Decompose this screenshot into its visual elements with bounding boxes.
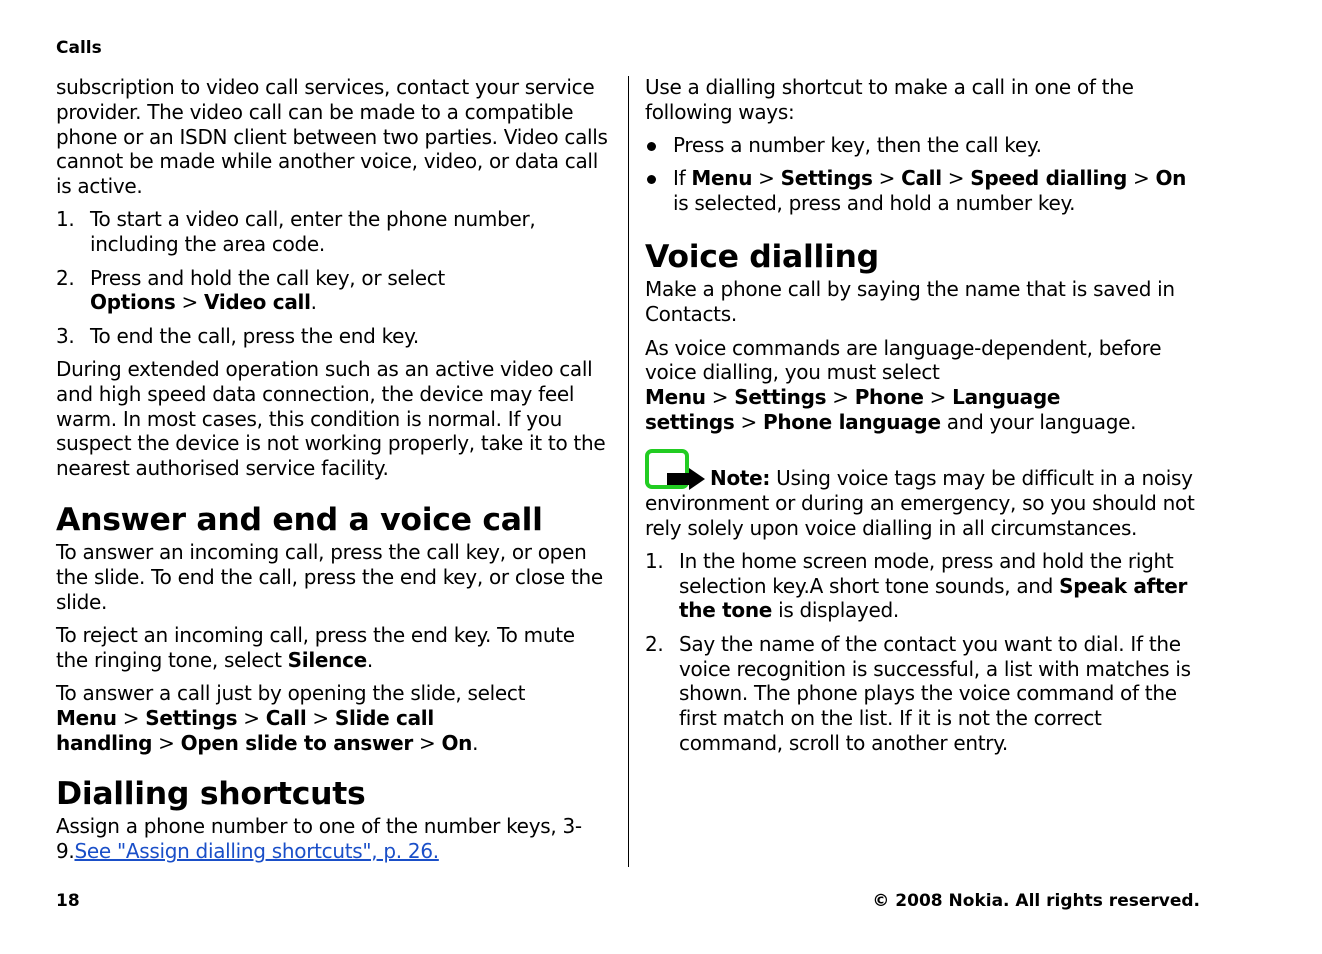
text: and your language. xyxy=(940,409,1137,434)
text: As voice commands are language-dependent, before voice dialling, you must select xyxy=(645,335,1162,385)
menu-path xyxy=(56,706,472,755)
path-separator: > xyxy=(181,290,198,315)
menu-path xyxy=(691,166,1186,190)
menu-term: Call xyxy=(901,166,942,191)
list-item xyxy=(645,549,1205,623)
path-separator: > xyxy=(122,705,140,730)
warm-paragraph: During extended operation such as an active video call and high speed data connection, the device may feel warm. In most cases, this condition is normal. If you suspect the device is not working properly, take it to the nearest authorised service facility. xyxy=(56,356,606,481)
step-number: 2. xyxy=(645,631,664,656)
list-item xyxy=(56,207,612,257)
menu-term: Call xyxy=(265,705,307,730)
bullet-icon xyxy=(647,142,656,151)
text: Assign a phone number to one of the number keys, 3-9. xyxy=(56,814,582,864)
list-item xyxy=(645,632,1205,756)
voice-steps xyxy=(645,549,1205,756)
section-header: Calls xyxy=(56,38,102,58)
voice-paragraph-1: Make a phone call by saying the name that is saved in Contacts. xyxy=(645,277,1175,327)
step-number: 3. xyxy=(56,323,75,348)
menu-term: Settings xyxy=(780,166,873,191)
page-number: 18 xyxy=(56,891,80,911)
bullet-text: Press a number key, then the call key. xyxy=(673,133,1042,158)
text: To reject an incoming call, press the end key. To mute the ringing tone, select xyxy=(56,622,575,672)
path-separator: > xyxy=(711,385,729,410)
menu-term: Menu xyxy=(645,385,706,410)
answer-paragraph-3 xyxy=(56,681,612,755)
note-icon xyxy=(645,449,707,491)
path-separator: > xyxy=(758,166,775,191)
path-separator: > xyxy=(243,705,260,730)
shortcuts-paragraph xyxy=(56,814,612,864)
menu-term: On xyxy=(441,730,473,755)
menu-term: Settings xyxy=(734,385,827,410)
path-separator: > xyxy=(878,166,896,191)
path-separator: > xyxy=(929,385,947,410)
voice-paragraph-2 xyxy=(645,336,1205,435)
menu-term: Menu xyxy=(56,705,117,730)
bullet-text: is selected, press and hold a number key. xyxy=(673,191,1076,216)
step-text: To end the call, press the end key. xyxy=(90,323,419,348)
menu-term: Slide call handling xyxy=(56,705,434,755)
step-number: 1. xyxy=(645,548,664,573)
bullet-icon xyxy=(647,175,656,184)
note-label: Note: xyxy=(710,465,771,490)
step-text: In the home screen mode, press and hold the right selection key.A short tone sounds, and xyxy=(679,548,1174,598)
punctuation: . xyxy=(366,647,373,672)
menu-term: Settings xyxy=(145,705,238,730)
text: To answer a call just by opening the slide, select xyxy=(56,680,526,705)
shortcut-intro: Use a dialling shortcut to make a call in one of the following ways: xyxy=(645,75,1134,124)
path-separator: > xyxy=(1132,166,1150,191)
menu-term: Speak after the tone xyxy=(679,573,1188,623)
shortcuts-heading: Dialling shortcuts xyxy=(56,776,366,813)
column-divider xyxy=(628,76,629,867)
bullet-text: If xyxy=(673,166,692,191)
list-item xyxy=(56,266,612,316)
step-text: To start a video call, enter the phone number, including the area code. xyxy=(90,207,536,257)
punctuation: . xyxy=(310,290,317,315)
shortcut-ways xyxy=(645,133,1205,216)
menu-term: Options xyxy=(90,290,176,315)
list-item xyxy=(645,133,1205,158)
menu-term: Open slide to answer xyxy=(180,730,413,755)
step-text: Say the name of the contact you want to dial. If the voice recognition is successful, a list with matches is shown. The phone plays the voice command of the first match on the list. If it is not the correct command, scroll to another entry. xyxy=(679,631,1191,755)
note-text: Using voice tags may be difficult in a noisy environment or during an emergency, so you should not rely solely upon voice dialling in all circumstances. xyxy=(645,465,1195,540)
answer-paragraph-2 xyxy=(56,623,612,673)
menu-term: Language settings xyxy=(645,385,1061,434)
menu-term: Phone xyxy=(854,385,924,410)
path-separator: > xyxy=(312,705,329,730)
path-separator: > xyxy=(947,166,965,191)
menu-term: Speed dialling xyxy=(970,166,1127,191)
step-number: 1. xyxy=(56,207,75,232)
menu-term: Phone language xyxy=(762,409,941,434)
list-item xyxy=(56,324,612,349)
answer-heading: Answer and end a voice call xyxy=(56,501,543,538)
step-text: is displayed. xyxy=(772,598,899,623)
intro-paragraph: subscription to video call services, contact your service provider. The video call can be made to a compatible phone or an ISDN client between two parties. Video calls cannot be made while another voice, video, or data call is active. xyxy=(56,75,608,199)
right-column xyxy=(645,75,1205,764)
path-separator: > xyxy=(832,385,849,410)
copyright: © 2008 Nokia. All rights reserved. xyxy=(872,891,1200,911)
assign-shortcuts-link[interactable]: See "Assign dialling shortcuts", p. 26. xyxy=(74,839,439,864)
left-column xyxy=(56,75,612,872)
step-number: 2. xyxy=(56,265,75,290)
path-separator: > xyxy=(740,409,757,434)
path-separator: > xyxy=(158,730,175,755)
punctuation: . xyxy=(472,730,479,755)
menu-term: Menu xyxy=(691,166,753,191)
menu-term: Video call xyxy=(204,290,311,315)
answer-paragraph-1: To answer an incoming call, press the call key, or open the slide. To end the call, press the end key, or close the slide. xyxy=(56,539,603,614)
step-text: Press and hold the call key, or select xyxy=(90,265,445,290)
path-separator: > xyxy=(418,730,436,755)
list-item xyxy=(645,166,1205,216)
note-paragraph xyxy=(645,449,1205,541)
voice-heading: Voice dialling xyxy=(645,239,879,276)
menu-term: Silence xyxy=(287,647,367,672)
video-call-steps xyxy=(56,207,612,348)
menu-term: On xyxy=(1155,166,1187,191)
